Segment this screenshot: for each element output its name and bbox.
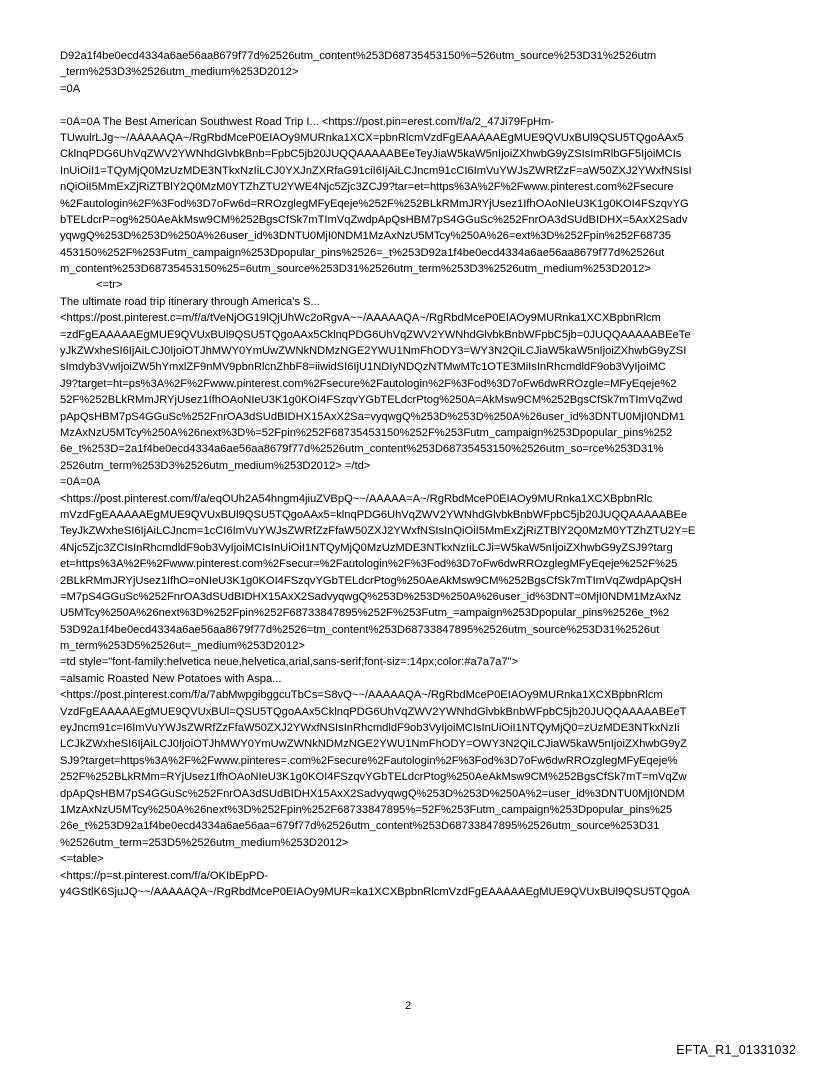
page-number: 2 [404,1000,412,1012]
text-line: 6e_t%253D=2a1f4be0ecd4334a6ae56aa8679f77d%2526utm_content%253D68735453150%2526utm_so=rce%253D31% [60,443,664,456]
text-line: CklnqPDG6UhVqZWV2YWNhdGlvbkBnb=FpbC5jb20JUQQAAAAABEeTeyJiaW5kaW5nIjoiZXhwbG9yZSIsImRlbGF5IjoiMCIs [60,148,682,161]
text-line: bTELdcrP=og%250AeAkMsw9CM%252BgsCfSk7mTImVqZwdpApQsHBM7pS4GGuSc%252FnrOA3dSUdBIDHX=5AxX2Sadv [60,213,688,226]
text-line: U5MTcy%250A%26next%3D%252Fpin%252F68733847895%252F%253Futm_=ampaign%253Dpopular_pins%2526e_t%2 [60,607,670,620]
text-line: <=table> [60,853,104,866]
text-line: dpApQsHBM7pS4GGuSc%252FnrOA3dSUdBIDHX15AxX2SadvyqwgQ%253D%253D%250A%2=user_id%3DNTU0MjI0NDM [60,787,685,800]
text-line: y4GStlK6SjuJQ~~/AAAAAQA~/RgRbdMceP0EIAOy9MUR=ka1XCXBpbnRlcmVzdFgEAAAAAEgMUE9QVUxBUl9QSU5TQgoA [60,885,690,898]
text-line: InUiOiI1=TQyMjQ0MzUzMDE3NTkxNzIiLCJ0YXJnZXRfaG91ciI6IjAiLCJncm91cCI6ImVuYWJsZWRfZzF=aW50ZXJ2YWxfNSIsI [60,164,692,177]
text-line: VzdFgEAAAAAEgMUE9QVUxBUl=QSU5TQgoAAx5CklnqPDG6UhVqZWV2YWNhdGlvbkBnbWFpbC5jb20JUQQAAAAABEeT [60,705,687,718]
text-line: yqwgQ%253D%253D%250A%26user_id%3DNTU0MjI0NDM1MzAxNzU5MTcy%250A%26=ext%3D%252Fpin%252F68735 [60,230,672,243]
text-line: 2BLkRMmJRYjUsez1IfhO=oNIeU3K1g0KOI4FSzqvYGbTELdcrPtog%250AeAkMsw9CM%252BgsCfSk7mTImVqZwdpApQsH [60,574,682,587]
bates-number: EFTA_R1_01331032 [676,1043,796,1057]
text-line: 1MzAxNzU5MTcy%250A%26next%3D%252Fpin%252F68733847895%=52F%253Futm_campaign%253Dpopular_pins%25 [60,803,673,816]
text-line: =0A=0A [60,476,101,489]
text-line: =0A=0A The Best American Southwest Road Trip I... <https://post.pin=erest.com/f/a/2_47Ji79FpHm- [60,115,555,128]
document-body [60,48,760,900]
text-line: <https://post.pinterest.com/f/a/eqOUh2A54hngm4jiuZVBpQ~~/AAAAA=A~/RgRbdMceP0EIAOy9MURnka1XCXBpbnRlc [60,492,653,505]
text-line: sImdyb3VwIjoiZW5hYmxlZF9nMV9pbnRlcnZhbF8=iiwidSI6IjU1NDIyNDQzNTMwMTc1OTE3MiIsInRhcmdldF9ob3VyIjoiMC [60,361,666,374]
text-line: %2526utm_term=253D5%2526utm_medium%253D2012> [60,836,349,849]
text-line: SJ9?target=https%3A%2F%2Fwww.pinteres=.com%2Fsecure%2Fautologin%2F%3Fod%3D7oFw6dwRROzglegMFyEqeje% [60,754,678,767]
text-line: pApQsHBM7pS4GGuSc%252FnrOA3dSUdBIDHX15AxX2Sa=vyqwgQ%253D%253D%250A%26user_id%3DNTU0MjI0NDM1 [60,410,685,423]
text-line: =zdFgEAAAAAEgMUE9QVUxBUl9QSU5TQgoAAx5CklnqPDG6UhVqZWV2YWNhdGlvbkBnbWFpbC5jb=0JUQQAAAAABEeTe [60,328,691,341]
text-line: 52F%252BLkRMmJRYjUsez1IfhOAoNIeU3K1g0KOI4FSzqvYGbTELdcrPtog%250A=AkMsw9CM%252BgsCfSk7mTImVqZwd [60,394,683,407]
text-line: m_content%253D68735453150%25=6utm_source%253D31%2526utm_term%253D3%2526utm_medium%253D2012> [60,263,651,276]
text-line: =alsamic Roasted New Potatoes with Aspa... [60,672,282,685]
text-line: LCJkZWxheSI6IjAiLCJ0IjoiOTJhMWY0YmUwZWNkNDMzNGE2YWU1NmFhODY=OWY3N2QiLCJiaW5kaW5nIjoiZXhwbG9yZ [60,738,687,751]
text-line: yJkZWxheSI6IjAiLCJ0IjoiOTJhMWY0YmUwZWNkNDMzNGE2YWU1NmFhODY3=WY3N2QiLCJiaW5kaW5nIjoiZXhwbG9yZSI [60,345,687,358]
text-line: <https://post.pinterest.c=m/f/a/tVeNjOG19lQjUhWc2oRgvA~~/AAAAAQA~/RgRbdMceP0EIAOy9MURnka1XCXBpbnRlcm [60,312,661,325]
text-line: The ultimate road trip itinerary through America's S... [60,295,320,308]
text-line: TUwulrLJg~~/AAAAAQA~/RgRbdMceP0EIAOy9MURnka1XCX=pbnRlcmVzdFgEAAAAAEgMUE9QVUxBUl9QSU5TQgoAAx5 [60,131,684,144]
text-line: mVzdFgEAAAAAEgMUE9QVUxBUl9QSU5TQgoAAx5=klnqPDG6UhVqZWV2YWNhdGlvbkBnbWFpbC5jb20JUQQAAAAABEe [60,508,688,521]
text-line: 453150%252F%253Futm_campaign%253Dpopular_pins%2526=_t%253D92a1f4be0ecd4334a6ae56aa8679f77d%2526ut [60,246,665,259]
text-line: eyJncm91c=I6ImVuYWJsZWRfZzFfaW50ZXJ2YWxfNSIsInRhcmdldF9ob3VyIjoiMCIsInUiOiI1NTQyMjQ0=zUzMDE3NTkxNzIi [60,722,680,735]
text-line: =0A [60,82,81,95]
text-line: 252F%252BLkRMm=RYjUsez1IfhOAoNIeU3K1g0KOI4FSzqvYGbTELdcrPtog%250AeAkMsw9CM%252BgsCfSk7mT=mVqZw [60,771,687,784]
text-line: =M7pS4GGuSc%252FnrOA3dSUdBIDHX15AxX2SadvyqwgQ%253D%253D%250A%26user_id%3DNT=0MjI0NDM1MzAxNz [60,590,682,603]
text-line: <https://post.pinterest.com/f/a/7abMwpgibggcuTbCs=S8vQ~~/AAAAAQA~/RgRbdMceP0EIAOy9MURnka1XCXBpbnRlcm [60,689,663,702]
text-line: <https://p=st.pinterest.com/f/a/OKIbEpPD- [60,869,269,882]
text-line: nQiOiI5MmExZjRiZTBlY2Q0MzM0YTZhZTU2YWE4Njc5Zjc3ZCJ9?tar=et=https%3A%2F%2Fwww.pinterest.com%2Fsecure [60,181,674,194]
text-line: TeyJkZWxheSI6IjAiLCJncm=1cCI6ImVuYWJsZWRfZzFfaW50ZXJ2YWxfNSIsInQiOiI5MmExZjRiZTBlY2Q0MzM0YTZhZTU2Y=E [60,525,696,538]
text-line: et=https%3A%2F%2Fwww.pinterest.com%2Fsecur=%2Fautologin%2F%3Fod%3D7oFw6dwRROzglegMFyEqeje%252F%25 [60,558,678,571]
text-line: 26e_t%253D92a1f4be0ecd4334a6ae56aa=679f77d%2526utm_content%253D68733847895%2526utm_source%253D31 [60,820,660,833]
text-line: J9?target=ht=ps%3A%2F%2Fwww.pinterest.com%2Fsecure%2Fautologin%2F%3Fod%3D7oFw6dwRROzgle=MFyEqeje%2 [60,377,677,390]
text-line: 4Njc5Zjc3ZCIsInRhcmdldF9ob3VyIjoiMCIsInUiOiI1NTQyMjQ0MzUzMDE3NTkxNzIiLCJi=W5kaW5nIjoiZXhwbG9yZSJ9?targ [60,541,673,554]
text-line: 2526utm_term%253D3%2526utm_medium%253D2012> =/td> [60,459,371,472]
text-line [60,97,760,113]
text-line: _term%253D3%2526utm_medium%253D2012> [60,66,299,79]
text-line: 53D92a1f4be0ecd4334a6ae56aa8679f77d%2526=tm_content%253D68733847895%2526utm_source%253D31%2526ut [60,623,660,636]
text-line: MzAxNzU5MTcy%250A%26next%3D%=52Fpin%252F68735453150%252F%253Futm_campaign%253Dpopular_pins%252 [60,426,673,439]
text-line: <=tr> [96,279,123,292]
text-line: %2Fautologin%2F%3Fod%3D7oFw6d=RROzglegMFyEqeje%252F%252BLkRMmJRYjUsez1IfhOAoNIeU3K1g0KOI4FSzqvYG [60,197,689,210]
text-line: =td style="font-family:helvetica neue,helvetica,arial,sans-serif;font-siz=:14px;color:#a7a7a7"> [60,656,519,669]
text-line: m_term%253D5%2526ut=_medium%253D2012> [60,640,305,653]
text-line: D92a1f4be0ecd4334a6ae56aa8679f77d%2526utm_content%253D68735453150%=526utm_source%253D31%2526utm [60,50,657,62]
